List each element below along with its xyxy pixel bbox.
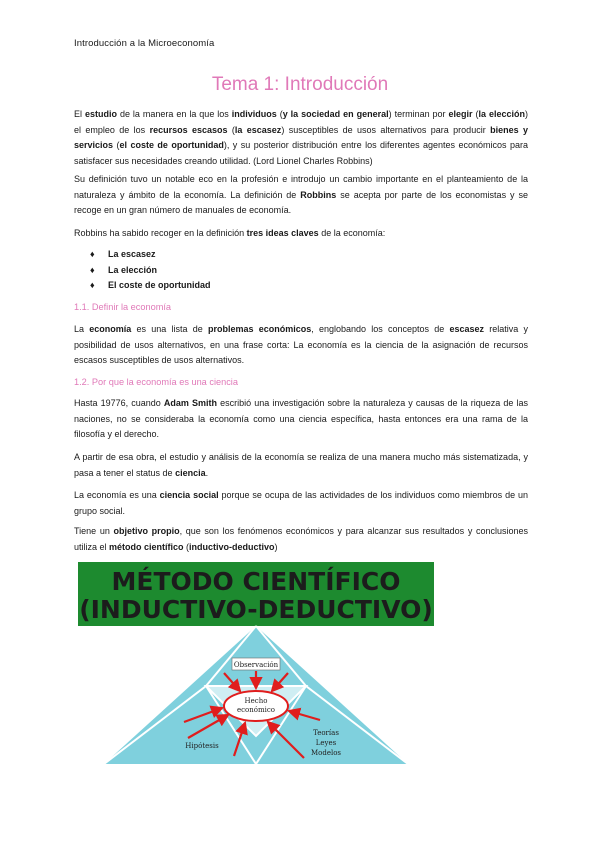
bold-text-run: Robbins [300, 189, 337, 200]
paragraph-adam-smith [74, 396, 528, 443]
text-run: de la economía: [318, 228, 386, 238]
list-item: ♦ La escasez [90, 247, 211, 263]
bold-text-run: el coste de oportunidad [119, 140, 224, 150]
text-run: La [74, 324, 90, 334]
bold-text-run: la escasez [234, 124, 282, 135]
modelos-label: Modelos [310, 749, 342, 757]
bold-text-run: individuos [231, 109, 277, 119]
running-header: Introducción a la Microeconomía [74, 38, 215, 49]
paragraph-economy-definition [74, 322, 528, 369]
bold-text-run: la elección [478, 109, 525, 119]
text-run: , que son los fenómenos económicos y para alcanzar sus resultados y conclusiones utiliza el [74, 526, 528, 552]
bold-text-run: ciencia social [159, 490, 219, 500]
bold-text-run: escasez [449, 324, 485, 334]
text-run: El [74, 109, 85, 119]
hecho-label-line-1: Hecho [244, 697, 268, 705]
bold-text-run: objetivo propio [113, 526, 180, 536]
bold-text-run: elegir [448, 109, 473, 119]
banner-title-line-1: MÉTODO CIENTÍFICO [111, 567, 401, 596]
text-run: ) el empleo de los [74, 109, 528, 135]
text-run: ( [113, 140, 120, 150]
banner-title-line-2: (INDUCTIVO-DEDUCTIVO) [79, 595, 433, 624]
text-run: porque se ocupa de las actividades de los individuos como miembros de un grupo social. [74, 490, 528, 516]
text-run: ) susceptibles de usos alternativos para producir [281, 124, 491, 135]
hecho-label-line-2: económico [236, 706, 276, 714]
bold-text-run: recursos escasos [149, 124, 228, 135]
text-run: Robbins ha sabido recoger en la definición [74, 228, 247, 238]
bold-text-run: bienes y servicios [74, 124, 528, 150]
hipotesis-label: Hipótesis [185, 742, 219, 750]
paragraph-three-ideas [74, 226, 528, 242]
paragraph-scientific-method [74, 524, 528, 555]
diamond-bullet-icon: ♦ [90, 264, 95, 275]
paragraph-robbins-impact [74, 172, 528, 219]
text-run: escribió una investigación sobre la naturaleza y causas de la riqueza de las naciones, no se consideraba la economía como una ciencia específica, hasta entonces era una rama de la filosofía y el derecho. [74, 398, 528, 439]
text-run: La economía es una [74, 490, 160, 500]
bold-text-run: ciencia [175, 467, 206, 478]
text-run: ( [183, 541, 190, 552]
bold-text-run: tres ideas claves [246, 228, 319, 238]
bold-text-run: problemas económicos [207, 324, 312, 334]
text-run: , englobando los conceptos de [311, 324, 450, 334]
text-run: es una lista de [131, 324, 208, 334]
text-run: ), y su posterior distribución entre los diferentes agentes económicos para satisfacer sus necesidades creando utilidad. (Lord Lionel Charles Robbins) [74, 140, 528, 166]
list-item: ♦ La elección [90, 263, 211, 279]
text-run: . [205, 467, 209, 478]
text-run: Hasta 19776, cuando [74, 398, 164, 408]
text-run: Tiene un [74, 526, 114, 536]
text-run: ) [274, 541, 278, 552]
paragraph-science-status [74, 450, 528, 481]
text-run: se acepta por parte de los economistas y se recoge en un gran número de manuales de economía. [74, 189, 528, 215]
paragraph-social-science [74, 488, 528, 519]
section-heading-1-2: 1.2. Por que la economía es una ciencia [74, 377, 238, 387]
text-run: relativa y posibilidad de usos alternativos, en una frase corta: La economía es la ciencia de la asignación de recursos escasos susceptibles de usos alternativos. [74, 324, 529, 365]
diamond-bullet-icon: ♦ [90, 249, 95, 259]
scientific-method-figure [74, 560, 436, 774]
text-run: de la manera en la que los [116, 109, 232, 119]
text-run: ( [472, 109, 479, 119]
key-ideas-list [90, 247, 211, 294]
bold-text-run: inductivo-deductivo [189, 541, 275, 552]
text-run: ) terminan por [388, 109, 449, 119]
text-run: ( [227, 124, 235, 135]
observacion-label: Observación [233, 661, 279, 669]
bold-text-run: y la sociedad en general [282, 109, 389, 119]
bold-text-run: estudio [84, 109, 117, 119]
bold-text-run: economía [89, 324, 132, 334]
text-run: A partir de esa obra, el estudio y análisis de la economía se realiza de una manera mucho más sistematizada, y pasa a tener el status de [74, 452, 528, 478]
text-run: ( [276, 109, 283, 119]
bold-text-run: Adam Smith [163, 398, 217, 408]
diamond-bullet-icon: ♦ [90, 280, 95, 290]
text-run: Su definición tuvo un notable eco en la profesión e introdujo un cambio importante en el planteamiento de la naturaleza y ámbito de la economía. La definición de [74, 174, 528, 200]
paragraph-definition [74, 107, 528, 169]
leyes-label: Leyes [315, 739, 337, 747]
section-heading-1-1: 1.1. Definir la economía [74, 302, 172, 312]
bold-text-run: método científico [109, 541, 184, 552]
list-item: ♦ El coste de oportunidad [90, 278, 211, 294]
teorias-label: Teorías [313, 729, 339, 737]
page-title: Tema 1: Introducción [211, 74, 389, 95]
